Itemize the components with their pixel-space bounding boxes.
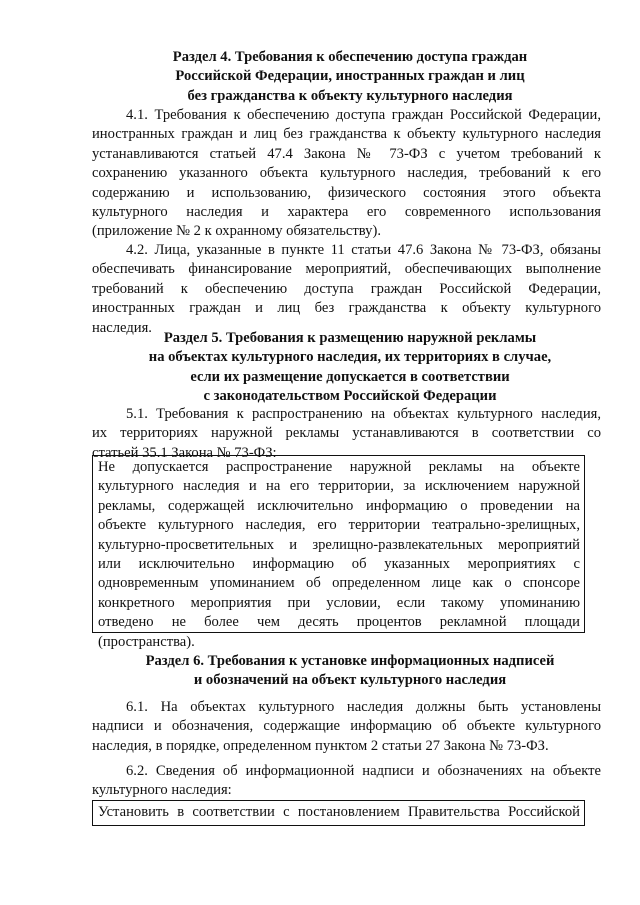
text-line: 4.1. Требования к обеспечению доступа граждан Российской Федерации, — [126, 107, 601, 123]
heading-line: Раздел 5. Требования к размещению наружной рекламы — [163, 330, 537, 346]
heading-line: с законодательством Российской Федерации — [203, 388, 497, 405]
text-line: надписи и обозначения, содержащие информацию об объекте культурного — [92, 718, 601, 735]
text-line: 6.2. Сведения об информационной надписи и обозначениях на объекте — [126, 763, 601, 779]
heading-line: на объектах культурного наследия, их территориях в случае, — [148, 349, 552, 366]
text-line: иностранных граждан и лиц без гражданства к объекту культурного наследия — [92, 126, 601, 143]
text-line: рекламы, содержащей исключительно информацию о проведении на — [98, 497, 580, 514]
text-line: обеспечивать финансирование мероприятий, обеспечивающих выполнение — [92, 261, 601, 278]
text-line: их территориях наружной рекламы устанавливаются в соответствии со — [92, 425, 601, 442]
text-line: (приложение № 2 к охранному обязательству). — [92, 223, 381, 240]
heading-line: Раздел 6. Требования к установке информационных надписей — [145, 653, 555, 669]
text-line: сохранению указанного объекта культурного наследия, требований к его — [92, 165, 601, 182]
paragraph-6-1 — [92, 698, 601, 756]
paragraph-4-2 — [92, 241, 601, 338]
text-line: иностранных граждан и лиц без гражданства к объекту культурного — [92, 300, 601, 317]
text-line: одновременным упоминанием об определенном лице как о спонсоре — [98, 575, 580, 592]
text-line: 6.1. На объектах культурного наследия должны быть установлены — [126, 699, 601, 715]
text-line: устанавливаются статьей 47.4 Закона № 73-ФЗ с учетом требований к — [92, 145, 601, 162]
advertising-requirement-box — [92, 455, 585, 650]
section-5-heading — [90, 329, 610, 407]
text-line: наследия, в порядке, определенном пунктом 2 статьи 27 Закона № 73-ФЗ. — [92, 737, 549, 754]
text-line: культурно-просветительных и зрелищно-развлекательных мероприятий — [98, 536, 580, 553]
paragraph-6-2 — [92, 762, 601, 801]
heading-line: Российской Федерации, иностранных граждан и лиц — [175, 68, 525, 85]
text-line: содержанию и использованию, физического состояния этого объекта — [92, 184, 601, 201]
text-line: Не допускается распространение наружной рекламы на объекте — [98, 459, 580, 475]
text-line: культурного наследия и на его территории, за исключением наружной — [98, 478, 580, 495]
text-line: Установить в соответствии с постановлением Правительства Российской — [98, 804, 580, 820]
information-sign-box — [92, 800, 585, 826]
paragraph-4-1 — [92, 106, 601, 242]
text-line: конкретного мероприятия при условии, если такому упоминанию — [98, 594, 580, 611]
heading-line: и обозначений на объект культурного наследия — [193, 672, 507, 689]
text-line: культурного наследия: — [92, 782, 232, 799]
heading-line: Раздел 4. Требования к обеспечению доступа граждан — [172, 49, 528, 65]
text-line: требований к обеспечению доступа граждан Российской Федерации, — [92, 280, 601, 297]
text-line: культурного наследия и характера его современного использования — [92, 204, 601, 221]
section-6-heading — [90, 652, 610, 691]
text-line: статьей 35.1 Закона № 73-ФЗ: — [92, 444, 277, 461]
text-line: отведено не более чем десять процентов рекламной площади — [98, 614, 580, 631]
text-line: или исключительно информацию об указанных мероприятиях с — [98, 556, 580, 573]
text-line: 4.2. Лица, указанные в пункте 11 статьи 47.6 Закона № 73-ФЗ, обязаны — [126, 242, 601, 258]
heading-line: если их размещение допускается в соответствии — [190, 368, 510, 385]
section-4-heading — [90, 48, 610, 106]
text-line: 5.1. Требования к распространению на объектах культурного наследия, — [126, 406, 601, 422]
text-line: (пространства). — [98, 633, 195, 650]
text-line: объекте культурного наследия, его территории театрально-зрелищных, — [98, 517, 580, 534]
heading-line: без гражданства к объекту культурного наследия — [187, 87, 513, 104]
text-line: наследия. — [92, 319, 152, 336]
